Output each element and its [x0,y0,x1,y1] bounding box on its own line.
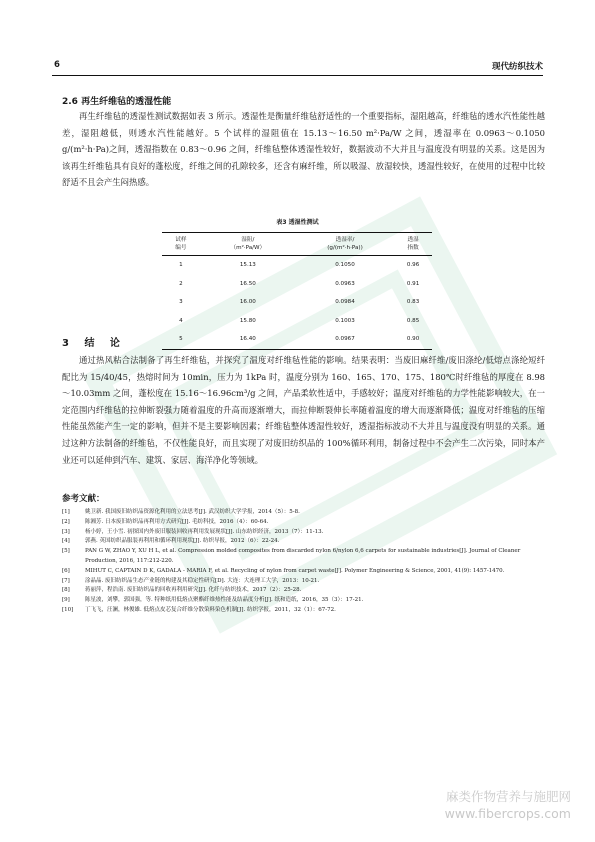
cell: 15.13 [239,262,256,269]
table-3-caption: 表3 透湿性测试 [276,219,319,226]
table-row [162,330,432,349]
reference-item: [9] 陈星波，刘攀，郭国强，等. 特种纸用低熔点聚酯纤维热性能及结晶度分析[J]. 纸和造纸，2016，35（3）：17-21. [62,597,364,604]
cell: 0.1050 [335,262,355,269]
references-title: 参考文献： [62,494,105,504]
header-sample-no: 试样 编号 [175,237,187,251]
watermark-line-2: www.fibercrops.com [444,806,571,821]
section-3-title: 3 结 论 [62,338,126,349]
cell: 0.85 [406,317,420,324]
reference-item: [8] 蒋丽萍，程浩南. 废旧纺织品的回收再利用研究[J]. 化纤与纺织技术，2017（2）：25-28. [62,587,302,594]
cell: 15.80 [239,317,256,324]
cell: 16.50 [239,280,256,287]
table-row [162,275,432,294]
reference-item: [10] 丁飞飞，汪澜，林俊雄. 低熔点皮芯复合纤维分散染料染色机制[J]. 纺织学报，2011，32（1）：67-72. [62,606,336,613]
header-permeability-rate: 透湿率/ (g/(m²·h·Pa)) [327,237,363,251]
reference-item: [5] PAN G W, ZHAO Y, XU H L, et al. Compression molded composites from discarded nylon 6/nylon 6,6 carpets for sustainable industries[J]. Journal of Cleaner Production, 2016, 117:212-220. [62,548,521,564]
page-header [52,58,543,72]
cell: 0.83 [406,299,420,306]
cell: 0.1003 [335,317,355,324]
cell: 16.00 [239,299,256,306]
cell: 0.0963 [335,280,355,287]
cell: 0.0984 [335,299,355,306]
reference-item: [3] 杨小婷，王小雪. 初探国内外废旧服装回收再利用发展现状[J]. 山东纺织经济，2013（7）：11-13. [62,528,324,535]
table-row [162,312,432,331]
reference-item: [2] 陈湘芳. 日本废旧纺织品再利用方式研究[J]. 毛纺科技，2016（4）：60-64. [62,518,269,525]
cell: 4 [179,317,183,324]
section-3-paragraph: 通过热风粘合法制备了再生纤维毡，并探究了温度对纤维毡性能的影响。结果表明：当废旧麻纤维/废旧涤纶/低熔点涤纶短纤配比为 15/40/45，热熔时间为 10min，压力为 1kPa 时，温度分别为 160、165、170、175、180℃时纤维毡的厚度在 8.98～10.03mm 之间，蓬松度在 15.16～16.96cm³/g 之间，产品柔软性适中，手感较好；温度对纤维毡的力学性能影响较大，在一定范围内纤维毡的拉伸断裂强力随着温度的升高而逐渐增大，而拉伸断裂伸长率随着温度的增大而逐渐降低；温度对纤维毡的压缩性能虽然能产生一定的影响，但并不是主要影响因素；纤维毡整体透湿性较好，透湿指标波动不大并且与温度没有明显的关系。通过这种方法制备的纤维毡，不仅性能良好，而且实现了对废旧纺织品的 100%循环利用，制备过程中不会产生二次污染，同时本产业还可以延伸到汽车、建筑、家居、海洋净化等领域。 [62,355,545,465]
table-row [162,256,432,275]
table-3 [162,232,432,350]
site-watermark [445,788,571,822]
page-number: 6 [54,60,60,70]
reference-item: [6] MIHUT C, CAPTAIN D K, GADALA - MARIA F, et al. Recycling of nylon from carpet waste[J]. Polymer Engineering & Science, 2001, 41(9): 1457-1470. [62,567,505,574]
reference-item: [4] 郭燕. 英国纺织品服装再利用和循环利用现状[J]. 纺织导报，2012（6）：22-24. [62,538,280,545]
cell: 0.96 [406,262,420,269]
header-permeability-index: 透湿 指数 [407,237,419,251]
section-2-6-title: 2.6 再生纤维毡的透湿性能 [62,97,172,107]
cell: 3 [179,299,183,306]
cell: 2 [179,280,183,287]
header-moisture-resistance: 湿阻/ （m²·Pa/W） [230,237,266,251]
cell: 16.40 [239,336,256,343]
table-row [162,293,432,312]
section-2-6-paragraph: 再生纤维毡的透湿性测试数据如表 3 所示。透湿性是衡量纤维毡舒适性的一个重要指标，湿阻越高，纤维毡的透水汽性能性越差，湿阻越低，则透水汽性能越好。5 个试样的湿阻值在 15.13～16.50 m²·Pa/W 之间，透湿率在 0.0963～0.1050 g/(m²·h·Pa)之间，透湿指数在 0.83～0.96 之间，纤维毡整体透湿性较好，数据波动不大并且与温度没有明显的关系。这是因为该再生纤维毡具有良好的蓬松度，纤维之间的孔隙较多，还含有麻纤维，所以吸湿、放湿较快，透湿性较好，在使用的过程中比较舒适不且会产生闷热感。 [62,111,545,188]
cell: 0.0967 [335,336,355,343]
cell: 0.90 [406,336,420,343]
cell: 5 [179,336,183,343]
cell: 0.91 [406,280,420,287]
reference-item: [7] 涂晶晶. 废旧纺织品生态产业链的构建及其稳定性研究[D]. 大连：大连理工大学，2013：10-21. [62,577,320,584]
header-rule [52,75,543,76]
references-list [62,508,546,616]
watermark-line-1: 麻类作物营养与施肥网 [445,789,571,804]
table-header-row [162,233,432,256]
reference-item: [1] 姚卫新. 我国废旧纺织品资源化利用的立法思考[J]. 武汉纺织大学学报，2014（5）：5-8. [62,509,300,515]
journal-name: 现代纺织技术 [491,62,543,72]
cell: 1 [179,262,183,269]
